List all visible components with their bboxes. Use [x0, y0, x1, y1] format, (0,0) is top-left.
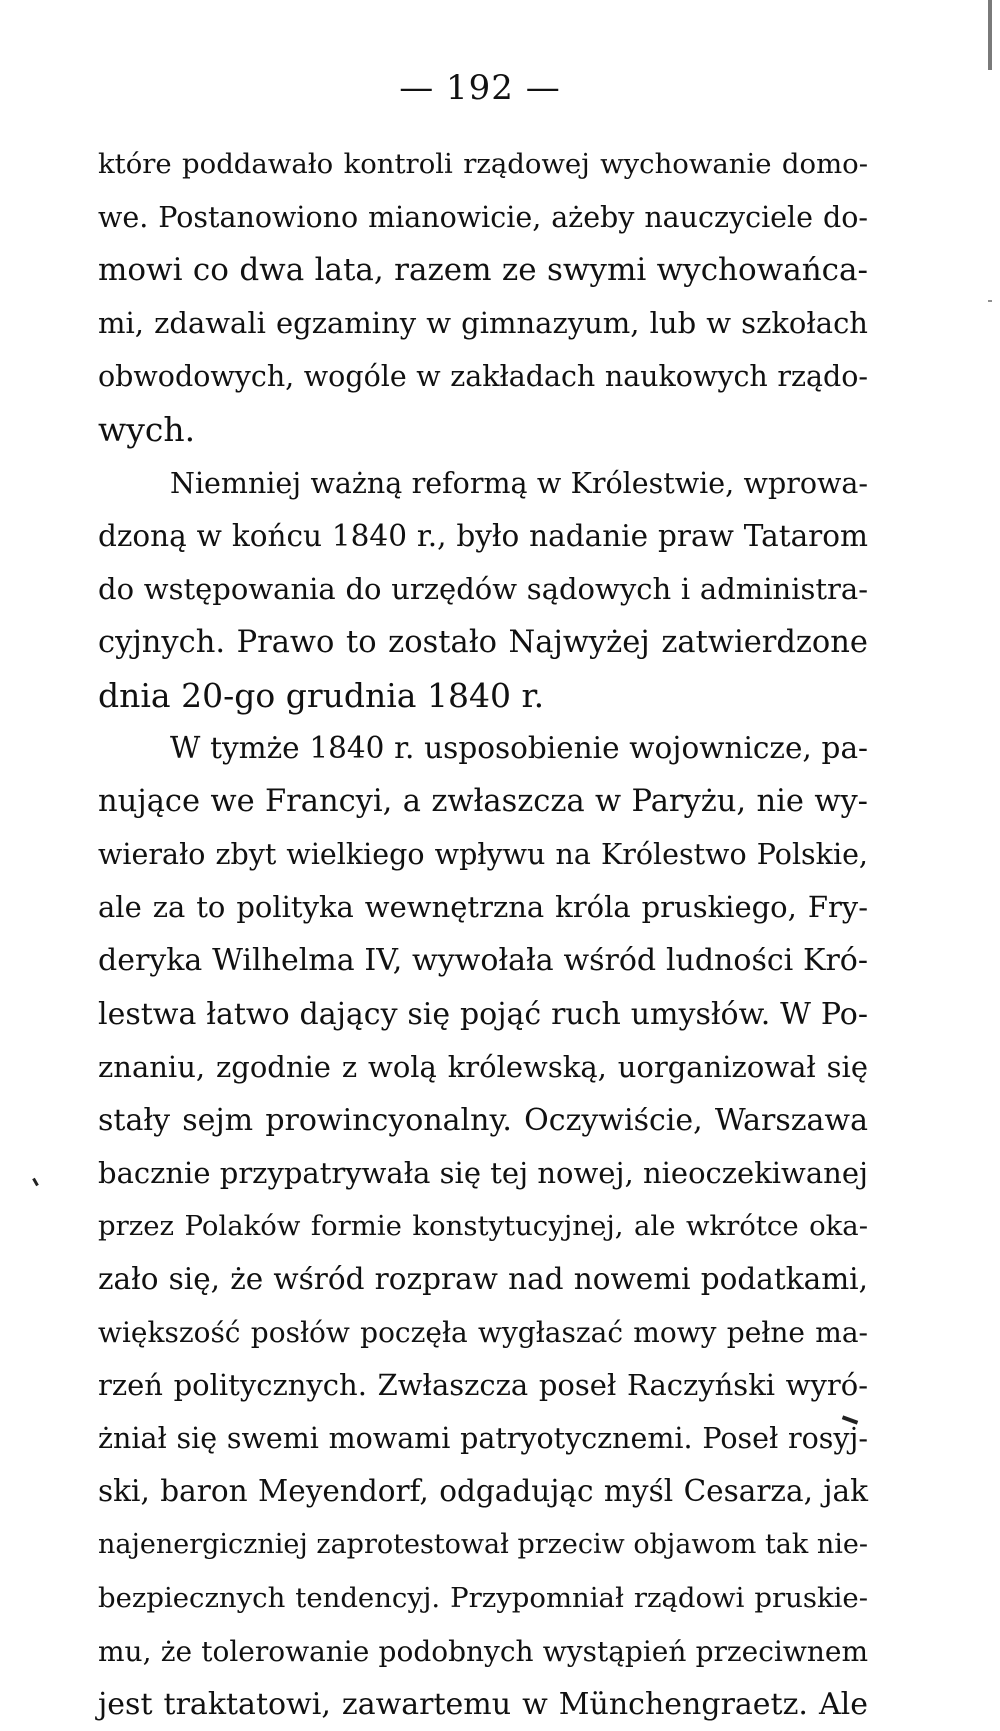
text-line: mowi co dwa lata, razem ze swymi wychowańca-	[98, 252, 868, 289]
text-line: dnia 20-go grudnia 1840 r.	[98, 675, 545, 715]
text-line: żniał się swemi mowami patryotycznemi. Poseł rosyj-	[98, 1422, 868, 1456]
page-edge-shadow	[988, 0, 992, 1471]
text-line: które poddawało kontroli rządowej wychowanie domo-	[98, 148, 868, 180]
text-line: mi, zdawali egzaminy w gimnazyum, lub w szkołach	[98, 306, 868, 341]
text-line: stały sejm prowincyonalny. Oczywiście, Warszawa	[98, 1102, 868, 1138]
text-line: bacznie przypatrywała się tej nowej, nieoczekiwanej	[98, 1155, 868, 1190]
text-line: do wstępowania do urzędów sądowych i administra-	[98, 571, 868, 606]
text-line: ale za to polityka wewnętrzna króla pruskiego, Fry-	[98, 890, 868, 925]
text-line: wych.	[98, 410, 196, 450]
text-line: deryka Wilhelma IV, wywołała wśród ludności Kró-	[98, 943, 868, 979]
text-line: dzoną w końcu 1840 r., było nadanie praw Tatarom	[98, 518, 868, 553]
ink-speck	[32, 1178, 39, 1186]
text-line: przez Polaków formie konstytucyjnej, ale wkrótce oka-	[98, 1209, 868, 1242]
text-line: we. Postanowiono mianowicie, ażeby nauczyciele do-	[98, 201, 868, 235]
page-number: — 192 —	[399, 68, 561, 108]
body-text	[98, 138, 868, 1731]
text-line: W tymże 1840 r. usposobienie wojownicze, pa-	[170, 731, 868, 766]
text-line: mu, że tolerowanie podobnych wystąpień przeciwnem	[98, 1634, 868, 1668]
text-line: nujące we Francyi, a zwłaszcza w Paryżu, nie wy-	[98, 784, 868, 820]
text-line: Niemniej ważną reformą w Królestwie, wprowa-	[170, 466, 868, 500]
text-line: ski, baron Meyendorf, odgadując myśl Cesarza, jak	[98, 1474, 868, 1509]
text-line: zało się, że wśród rozpraw nad nowemi podatkami,	[98, 1261, 868, 1296]
text-line: większość posłów poczęła wygłaszać mowy pełne ma-	[98, 1316, 868, 1350]
text-line: rzeń politycznych. Zwłaszcza poseł Raczyński wyró-	[98, 1368, 868, 1403]
text-line: najenergiczniej zaprotestował przeciw objawom tak nie-	[98, 1529, 868, 1561]
text-line: jest traktatowi, zawartemu w Münchengraetz. Ale	[98, 1686, 868, 1722]
text-line: znaniu, zgodnie z wolą królewską, uorganizował się	[98, 1049, 868, 1084]
text-line: wierało zbyt wielkiego wpływu na Królestwo Polskie,	[98, 838, 868, 872]
text-line: obwodowych, wogóle w zakładach naukowych rządo-	[98, 360, 868, 394]
text-line: bezpiecznych tendencyj. Przypomniał rządowi pruskie-	[98, 1581, 868, 1614]
text-line: lestwa łatwo dający się pojąć ruch umysłów. W Po-	[98, 996, 868, 1032]
text-line: cyjnych. Prawo to zostało Najwyżej zatwierdzone	[98, 624, 868, 660]
